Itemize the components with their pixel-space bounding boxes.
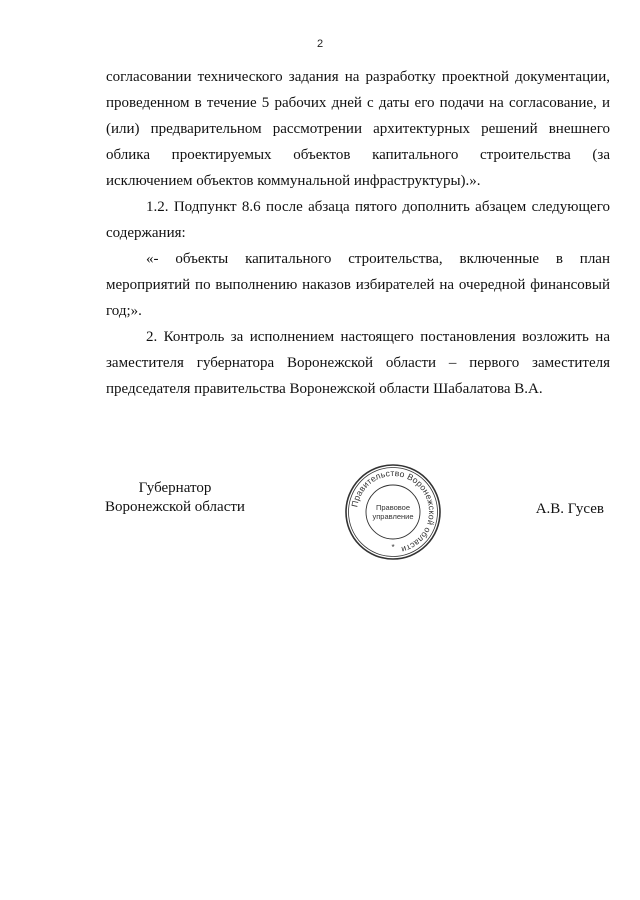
paragraph-continuation: согласовании технического задания на разработку проектной документации, проведенном в течение 5 рабочих дней с даты его подачи на согласование, и (или) предварительном рассмотрении архитектурных решений внешнего облика проектируемых объектов капитального строительства (за исключением объектов коммунальной инфраструктуры).».	[106, 69, 610, 189]
official-stamp	[343, 462, 443, 562]
signatory-name: А.В. Гусев	[535, 501, 604, 517]
paragraph-item-2: 2. Контроль за исполнением настоящего постановления возложить на заместителя губернатора Воронежской области – первого заместителя председателя правительства Воронежской области Шабалатова В.А.	[106, 329, 610, 397]
signatory-position	[100, 479, 250, 517]
paragraph-quoted-addition: «- объекты капитального строительства, включенные в план мероприятий по выполнению наказов избирателей на очередной финансовый год;».	[106, 251, 610, 319]
page-number: 2	[316, 38, 324, 50]
stamp-inner-line2: управление	[372, 512, 414, 521]
signatory-position-line1: Губернатор	[138, 480, 212, 496]
paragraph-item-1-2: 1.2. Подпункт 8.6 после абзаца пятого дополнить абзацем следующего содержания:	[106, 199, 610, 241]
stamp-inner-line1: Правовое	[375, 503, 411, 512]
stamp-outer-text: Правительство Воронежской области	[349, 467, 438, 555]
stamp-seal-icon	[343, 462, 443, 562]
stamp-star: *	[391, 543, 395, 552]
signatory-position-line2: Воронежской области	[105, 499, 245, 515]
